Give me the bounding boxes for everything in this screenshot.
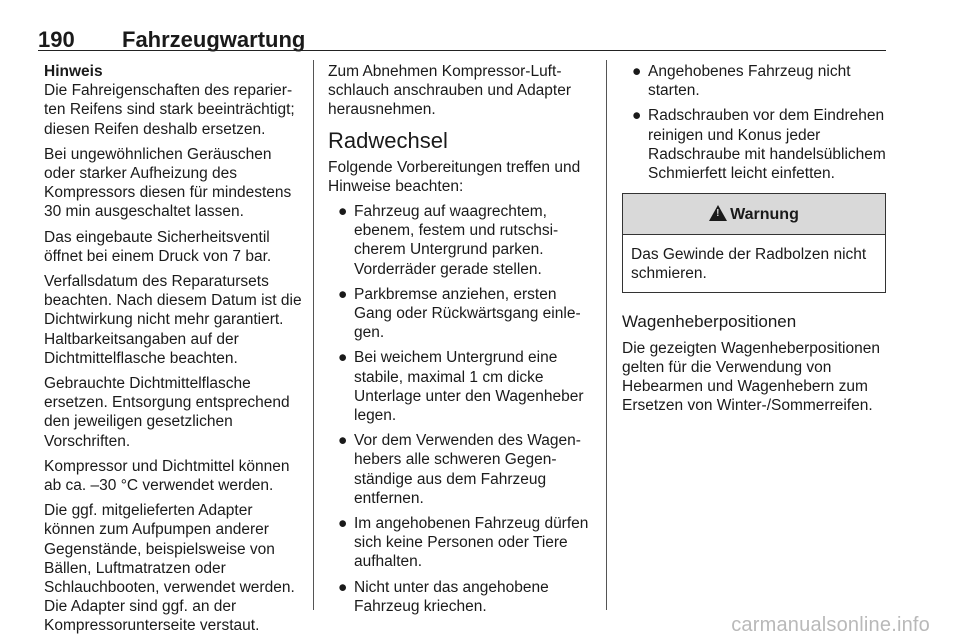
bullet-icon: ●: [338, 515, 348, 533]
section-heading: Radwechsel: [328, 127, 448, 153]
warning-text: Das Gewinde der Radbolzen nicht schmieren.: [631, 246, 867, 283]
bullet-icon: ●: [632, 63, 642, 80]
paragraph: Das eingebaute Sicherheitsventil öffnet bei einem Druck von 7 bar.: [44, 228, 272, 265]
warning-box: [622, 193, 886, 292]
paragraph: Bei ungewöhnlichen Geräuschen oder starker Aufheizung des Kompressors diesen für mindestens 30 min ausgeschaltet lassen.: [44, 145, 292, 221]
column-2: [328, 62, 594, 622]
header-rule: [38, 50, 886, 51]
list-item-text: Angehobenes Fahrzeug nicht starten.: [648, 63, 851, 100]
bullet-icon: ●: [338, 578, 348, 596]
list-item: [328, 348, 594, 425]
list-item-text: Vor dem Verwenden des Wagenhebers alle schweren Gegenständige aus dem Fahrzeug entfernen.: [354, 432, 581, 507]
column-divider-2: [606, 60, 607, 610]
chapter-title: Fahrzeugwartung: [122, 27, 306, 52]
list-item: [328, 285, 594, 343]
list-item: [328, 578, 594, 616]
bullet-list: [328, 202, 594, 616]
page-number: 190: [38, 27, 75, 52]
paragraph: Die Fahreigenschaften des reparierten Reifens sind stark beeinträchtigt; diesen Reifen deshalb ersetzen.: [44, 82, 295, 138]
paragraph: Folgende Vorbereitungen treffen und Hinweise beachten:: [328, 158, 581, 195]
paragraph: Kompressor und Dichtmittel können ab ca. –30 °C verwendet werden.: [44, 457, 290, 495]
list-item: [622, 106, 886, 183]
paragraph: Zum Abnehmen Kompressor-Luftschlauch anschrauben und Adapter herausnehmen.: [328, 63, 572, 119]
list-item: [328, 431, 594, 508]
list-item: [328, 514, 594, 572]
list-item-text: Bei weichem Untergrund eine stabile, maximal 1 cm dicke Unterlage unter den Wagenheber legen.: [354, 349, 584, 425]
bullet-list: [622, 62, 886, 183]
bullet-icon: ●: [338, 349, 348, 367]
list-item: [328, 202, 594, 279]
paragraph: Verfallsdatum des Reparatursets beachten. Nach diesem Datum ist die Dichtwirkung nicht mehr garantiert. Haltbarkeitsangaben auf der Dichtmittelflasche beachten.: [44, 273, 302, 367]
warning-header: [623, 194, 885, 235]
subsection-heading: Wagenheberpositionen: [622, 311, 797, 331]
column-1: [44, 62, 306, 642]
watermark: carmanualsonline.info: [731, 614, 930, 636]
note-label: Hinweis: [44, 63, 103, 80]
warning-triangle-icon: [709, 205, 727, 221]
column-3: [622, 62, 886, 421]
list-item-text: Nicht unter das angehobene Fahrzeug kriechen.: [354, 578, 549, 615]
list-item-text: Parkbremse anziehen, ersten Gang oder Rückwärtsgang einlegen.: [354, 285, 581, 342]
bullet-icon: ●: [338, 203, 348, 221]
bullet-icon: ●: [338, 432, 348, 450]
list-item-text: Radschrauben vor dem Eindrehen reinigen und Konus jeder Radschraube mit handelsüblichem Schmierfett leicht einfetten.: [648, 107, 886, 183]
warning-title: Warnung: [730, 205, 799, 223]
paragraph: Gebrauchte Dichtmittelflasche ersetzen. Entsorgung entsprechend den jeweiligen gesetzlichen Vorschriften.: [44, 375, 290, 450]
paragraph: Die gezeigten Wagenheberpositionen gelten für die Verwendung von Hebearmen und Wagenhebern zum Ersetzen von Winter-/Sommerreifen.: [622, 339, 880, 415]
list-item-text: Im angehobenen Fahrzeug dürfen sich keine Personen oder Tiere aufhalten.: [354, 515, 589, 571]
bullet-icon: ●: [632, 107, 642, 125]
warning-exclamation-icon: !: [716, 208, 720, 220]
list-item: [622, 62, 886, 100]
bullet-icon: ●: [338, 285, 348, 303]
list-item-text: Fahrzeug auf waagrechtem, ebenem, festem und rutschsicherem Untergrund parken. Vorderräder gerade stellen.: [354, 203, 559, 278]
paragraph: Die ggf. mitgelieferten Adapter können zum Aufpumpen anderer Gegenstände, beispielsweise von Bällen, Luftmatratzen oder Schlauchbooten, verwendet werden. Die Adapter sind ggf. an der Kompressorunterseite verstaut.: [44, 502, 295, 635]
column-divider-1: [313, 60, 314, 610]
